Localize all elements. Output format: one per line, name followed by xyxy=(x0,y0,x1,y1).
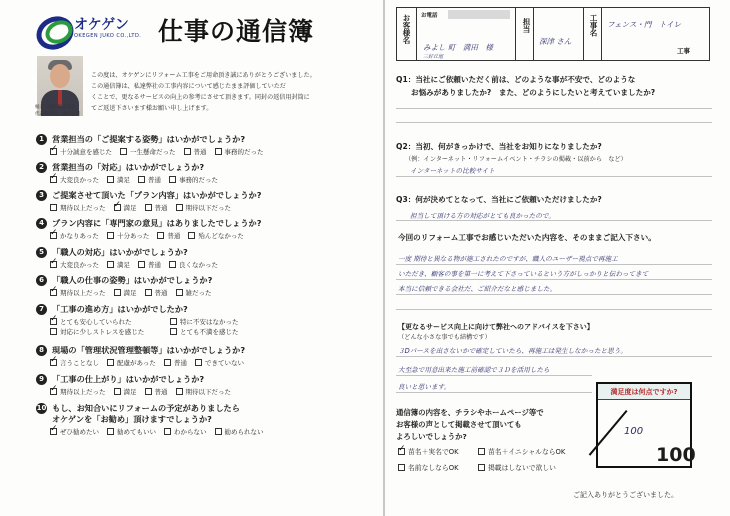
q1-label: Q1：当社にご依頼いただく前は、どのような事が不安で、どのような xyxy=(396,75,636,84)
logo-name: オケゲン xyxy=(74,17,129,33)
checkbox-icon[interactable] xyxy=(145,289,152,296)
work-name-field[interactable]: フェンス・門 トイレ xyxy=(607,20,682,29)
checked-checkbox-icon[interactable] xyxy=(50,232,57,239)
checkbox-icon[interactable] xyxy=(176,289,183,296)
publish-label-2: お客様の声として掲載させて頂いても xyxy=(396,420,522,429)
question-text: 「工事の進め方」はいかがでしたか? xyxy=(52,304,188,314)
checkbox-icon[interactable] xyxy=(176,204,183,211)
checked-checkbox-icon[interactable] xyxy=(50,148,57,155)
option-label: 普通 xyxy=(148,260,161,269)
question-number: 6 xyxy=(36,275,47,286)
option[interactable] xyxy=(215,426,264,436)
option-label: 雑だった xyxy=(185,288,212,297)
publish-option-label: 苗名＋イニシャルならOK xyxy=(488,448,566,456)
publish-option[interactable] xyxy=(398,446,459,456)
option-label: 十分誠意を感じた xyxy=(60,147,112,156)
checkbox-icon[interactable] xyxy=(138,176,145,183)
option-label: 一生懸命だった xyxy=(130,147,176,156)
checked-checkbox-icon[interactable] xyxy=(398,448,405,455)
question-text: 「職人の仕事の姿勢」はいかがでしょうか? xyxy=(52,275,213,285)
option-label: できていない xyxy=(204,358,244,367)
question-text-2: オケゲンを「お勧め」頂けますでしょうか? xyxy=(52,414,212,424)
page-title: 仕事の通信簿 xyxy=(158,17,315,46)
question-text: プラン内容に「専門家の意見」はありましたでしょうか? xyxy=(52,218,262,228)
option-label: 言うことなし xyxy=(60,358,99,367)
publish-option[interactable] xyxy=(478,446,565,456)
impression-answer-line[interactable]: 一度 期待と異なる物が施工されたのですが、職人のユーザー視点で再施工 xyxy=(398,255,618,263)
option-label: 特に不安はなかった xyxy=(180,317,239,326)
company-logo xyxy=(36,14,141,42)
score-max: 100 xyxy=(656,444,696,466)
option[interactable] xyxy=(50,202,106,212)
publish-option-label: 名前なしならOK xyxy=(408,464,459,472)
option-label: 普通 xyxy=(154,203,168,212)
option-label: 普通 xyxy=(193,147,207,156)
option-label: 期待以下だった xyxy=(185,387,231,396)
option[interactable] xyxy=(50,326,162,336)
score-title: 満足度は何点ですか? xyxy=(598,384,690,400)
option[interactable] xyxy=(107,426,156,436)
checkbox-icon[interactable] xyxy=(114,289,121,296)
impression-label: 今回のリフォーム工事でお感じいただいた内容を、そのままご記入下さい。 xyxy=(398,233,656,242)
option-label: ぜひ勧めたい xyxy=(60,427,99,436)
question-number: 1 xyxy=(36,134,47,145)
advice-label: 【更なるサービス向上に向けて弊社へのアドバイスを下さい】 xyxy=(398,323,594,331)
center-divider xyxy=(383,0,385,516)
q3-answer[interactable]: 担当して頂ける方の対応がとても良かったので。 xyxy=(410,212,555,220)
option[interactable] xyxy=(114,287,137,297)
checkbox-icon[interactable] xyxy=(107,176,114,183)
option-label: とても不満を感じた xyxy=(180,327,239,336)
option-label: 対応に少しストレスを感じた xyxy=(60,327,145,336)
option[interactable] xyxy=(169,174,218,184)
option-label: 満足 xyxy=(123,288,137,297)
option-label: 普通 xyxy=(167,231,181,240)
question-number: 7 xyxy=(36,304,47,315)
option[interactable] xyxy=(164,426,207,436)
checkbox-icon[interactable] xyxy=(50,204,57,211)
option[interactable] xyxy=(107,174,130,184)
option[interactable] xyxy=(107,230,149,240)
customer-address-note: 三好丘旭 xyxy=(423,54,444,60)
question-number: 5 xyxy=(36,247,47,258)
staff-name-field[interactable]: 深津 さん xyxy=(539,37,572,46)
checkbox-icon[interactable] xyxy=(138,261,145,268)
question-text: 「職人の対応」はいかがでしょうか? xyxy=(52,247,188,257)
question-text: もし、お知合いにリフォームの予定がありましたら xyxy=(52,403,240,413)
option[interactable] xyxy=(170,316,239,326)
q3-label: Q3：何が決めてとなって、当社にご依頼いただけましたか? xyxy=(396,195,602,204)
checked-checkbox-icon[interactable] xyxy=(50,176,57,183)
customer-header-box xyxy=(396,7,710,61)
redacted-phone xyxy=(448,10,510,19)
greeting-line: この度は、オケゲンにリフォーム工事をご用命頂き誠にありがとうございました。 xyxy=(91,72,316,79)
checkbox-icon[interactable] xyxy=(195,359,202,366)
option[interactable] xyxy=(107,357,156,367)
greeting-line: この通信簿は、私達弊社の工事内容について感じたまま評価していただ xyxy=(91,83,286,90)
option[interactable] xyxy=(215,146,264,156)
checkbox-icon[interactable] xyxy=(107,232,114,239)
option[interactable] xyxy=(188,230,244,240)
checked-checkbox-icon[interactable] xyxy=(50,261,57,268)
checked-checkbox-icon[interactable] xyxy=(50,359,57,366)
score-value[interactable]: 100 xyxy=(624,426,644,437)
work-label: 工事名 xyxy=(589,14,598,37)
phone-label: お電話 xyxy=(421,13,438,19)
option[interactable] xyxy=(50,174,99,184)
checkbox-icon[interactable] xyxy=(164,428,171,435)
option[interactable] xyxy=(176,386,232,396)
option[interactable] xyxy=(145,287,168,297)
checkbox-icon[interactable] xyxy=(157,232,164,239)
option-label: わからない xyxy=(174,427,207,436)
option-label: 満足 xyxy=(123,203,137,212)
q1-label-2: お悩みがありましたか? また、どのようにしたいと考えていましたか? xyxy=(411,88,656,97)
question-text: 現場の「管理状況管理整頓等」はいかがでしょうか? xyxy=(52,345,246,355)
advice-answer-line[interactable]: 大至急で用意出来た施工前確認で３Ｄを活用したら xyxy=(398,366,550,374)
option-label: 殆んどなかった xyxy=(198,231,244,240)
satisfaction-score-box xyxy=(596,382,696,468)
thanks-text: ご記入ありがとうございました。 xyxy=(573,491,678,499)
option-label: 配慮があった xyxy=(117,358,156,367)
option[interactable] xyxy=(50,386,106,396)
question-text: ご提案させて頂いた「プラン内容」はいかがでしょうか? xyxy=(52,190,262,200)
checkbox-icon[interactable] xyxy=(169,261,176,268)
logo-english: OKEGEN JUKO CO.,LTD. xyxy=(74,33,142,39)
option[interactable] xyxy=(114,386,137,396)
q2-example: （例：インターネット・リフォームイベント・チラシの掲載・以前から など） xyxy=(405,156,627,163)
publish-option[interactable] xyxy=(478,462,556,472)
option-label: 普通 xyxy=(154,288,168,297)
option[interactable] xyxy=(50,316,162,326)
checked-checkbox-icon[interactable] xyxy=(114,204,121,211)
checkbox-icon[interactable] xyxy=(114,388,121,395)
option[interactable] xyxy=(157,230,180,240)
publish-option-label: 掲載はしないで欲しい xyxy=(488,464,556,472)
option-label: 良くなかった xyxy=(179,260,218,269)
option[interactable] xyxy=(114,202,137,212)
advice-sub: （どんな小さな事でも結構です） xyxy=(398,334,491,341)
checkbox-icon[interactable] xyxy=(107,261,114,268)
impression-answer-line[interactable]: 本当に信頼できる会社だ、ご紹介だなと感じました。 xyxy=(398,285,557,293)
greeting-line: てご返送下さいます様お願い申し上げます。 xyxy=(91,105,213,112)
question-text: 営業担当の「ご提案する姿勢」はいかがでしょうか? xyxy=(52,134,246,144)
impression-answer-line[interactable]: いただき、顧客の事を第一に考えて下さっているという方がしっかりと伝わってきて xyxy=(398,270,649,278)
option[interactable] xyxy=(145,386,168,396)
option-label: 期待以上だった xyxy=(60,203,106,212)
option[interactable] xyxy=(169,259,218,269)
checked-checkbox-icon[interactable] xyxy=(50,289,57,296)
staff-label: 担当 xyxy=(522,18,531,33)
checkbox-icon[interactable] xyxy=(107,428,114,435)
customer-name-field[interactable]: みよし 町 満田 様 xyxy=(423,43,493,52)
checkbox-icon[interactable] xyxy=(184,148,191,155)
checked-checkbox-icon[interactable] xyxy=(50,318,57,325)
option[interactable] xyxy=(184,146,207,156)
checkbox-icon[interactable] xyxy=(164,359,171,366)
signature-name: 代表取締役 梅村之洞 xyxy=(35,112,80,117)
option[interactable] xyxy=(120,146,176,156)
q2-answer[interactable]: インターネットの比較サイト xyxy=(410,167,495,175)
checkbox-icon[interactable] xyxy=(215,428,222,435)
checkbox-icon[interactable] xyxy=(478,448,485,455)
option[interactable] xyxy=(195,357,244,367)
checkbox-icon[interactable] xyxy=(176,388,183,395)
checkbox-icon[interactable] xyxy=(188,232,195,239)
greeting-line: くことで、更なるサービスの向上の参考にさせて頂きます。同封の返信用封筒に xyxy=(91,94,310,101)
option-label: 大変良かった xyxy=(60,175,99,184)
greeting-text xyxy=(91,70,371,114)
question-number: 8 xyxy=(36,345,47,356)
customer-label: お客様名 xyxy=(402,14,411,44)
question-text: 「工事の仕上がり」はいかがでしょうか? xyxy=(52,374,205,384)
work-suffix: 工事 xyxy=(677,47,690,55)
q2-label: Q2：当初、何がきっかけで、当社をお知りになりましたか? xyxy=(396,142,602,151)
option-label: 十分あった xyxy=(116,231,150,240)
option-label: 満足 xyxy=(117,260,130,269)
question-text: 営業担当の「対応」はいかがでしょうか? xyxy=(52,162,205,172)
question-number: 2 xyxy=(36,162,47,173)
checkbox-icon[interactable] xyxy=(120,148,127,155)
option-label: 大変良かった xyxy=(60,260,99,269)
option-label: 事務的だった xyxy=(224,147,264,156)
checkbox-icon[interactable] xyxy=(170,318,177,325)
option-label: 満足 xyxy=(123,387,137,396)
publish-label-3: よろしいでしょうか? xyxy=(396,432,467,441)
checkbox-icon[interactable] xyxy=(398,464,405,471)
question-number: 4 xyxy=(36,218,47,229)
option[interactable] xyxy=(50,426,99,436)
option-label: 満足 xyxy=(117,175,130,184)
score-slash xyxy=(589,410,627,455)
option-label: 勧めてもいい xyxy=(117,427,156,436)
option[interactable] xyxy=(50,230,99,240)
option[interactable] xyxy=(164,357,187,367)
question-number: 10 xyxy=(36,404,47,412)
question-number: 9 xyxy=(36,374,47,385)
checkbox-icon[interactable] xyxy=(145,388,152,395)
option[interactable] xyxy=(50,357,99,367)
checkbox-icon[interactable] xyxy=(107,359,114,366)
option-label: かなりあった xyxy=(60,231,99,240)
publish-label: 通信簿の内容を、チラシやホームページ等で xyxy=(396,408,544,417)
option-label: 期待以下だった xyxy=(185,203,231,212)
option-label: 普通 xyxy=(154,387,168,396)
option[interactable] xyxy=(176,202,232,212)
option-label: 事務的だった xyxy=(179,175,218,184)
publish-option-label: 苗名＋実名でOK xyxy=(408,448,459,456)
checkbox-icon[interactable] xyxy=(145,204,152,211)
checked-checkbox-icon[interactable] xyxy=(50,388,57,395)
option[interactable] xyxy=(170,326,239,336)
option[interactable] xyxy=(176,287,212,297)
question-number: 3 xyxy=(36,190,47,201)
option[interactable] xyxy=(50,287,106,297)
option[interactable] xyxy=(50,259,99,269)
checkbox-icon[interactable] xyxy=(169,176,176,183)
checked-checkbox-icon[interactable] xyxy=(50,428,57,435)
option[interactable] xyxy=(107,259,130,269)
option-label: とても安心していられた xyxy=(60,317,132,326)
option-label: 普通 xyxy=(148,175,161,184)
checkbox-icon[interactable] xyxy=(215,148,222,155)
logo-swoosh-icon xyxy=(36,14,70,42)
advice-answer-line[interactable]: 良いと思います。 xyxy=(398,383,451,391)
option[interactable] xyxy=(138,259,161,269)
option-label: 期待以上だった xyxy=(60,387,106,396)
option-label: 勧められない xyxy=(224,427,264,436)
option[interactable] xyxy=(50,146,112,156)
signature-company: 桶元工務店株式会社 xyxy=(35,105,76,110)
advice-answer-line[interactable]: ３Dパースを出さないかで確定していたら、再施工は発生しなかったと思う。 xyxy=(398,347,627,355)
checkbox-icon[interactable] xyxy=(170,328,177,335)
option[interactable] xyxy=(145,202,168,212)
option[interactable] xyxy=(138,174,161,184)
publish-option[interactable] xyxy=(398,462,459,472)
checkbox-icon[interactable] xyxy=(50,328,57,335)
checkbox-icon[interactable] xyxy=(478,464,485,471)
option-label: 期待以上だった xyxy=(60,288,106,297)
option-label: 普通 xyxy=(173,358,187,367)
